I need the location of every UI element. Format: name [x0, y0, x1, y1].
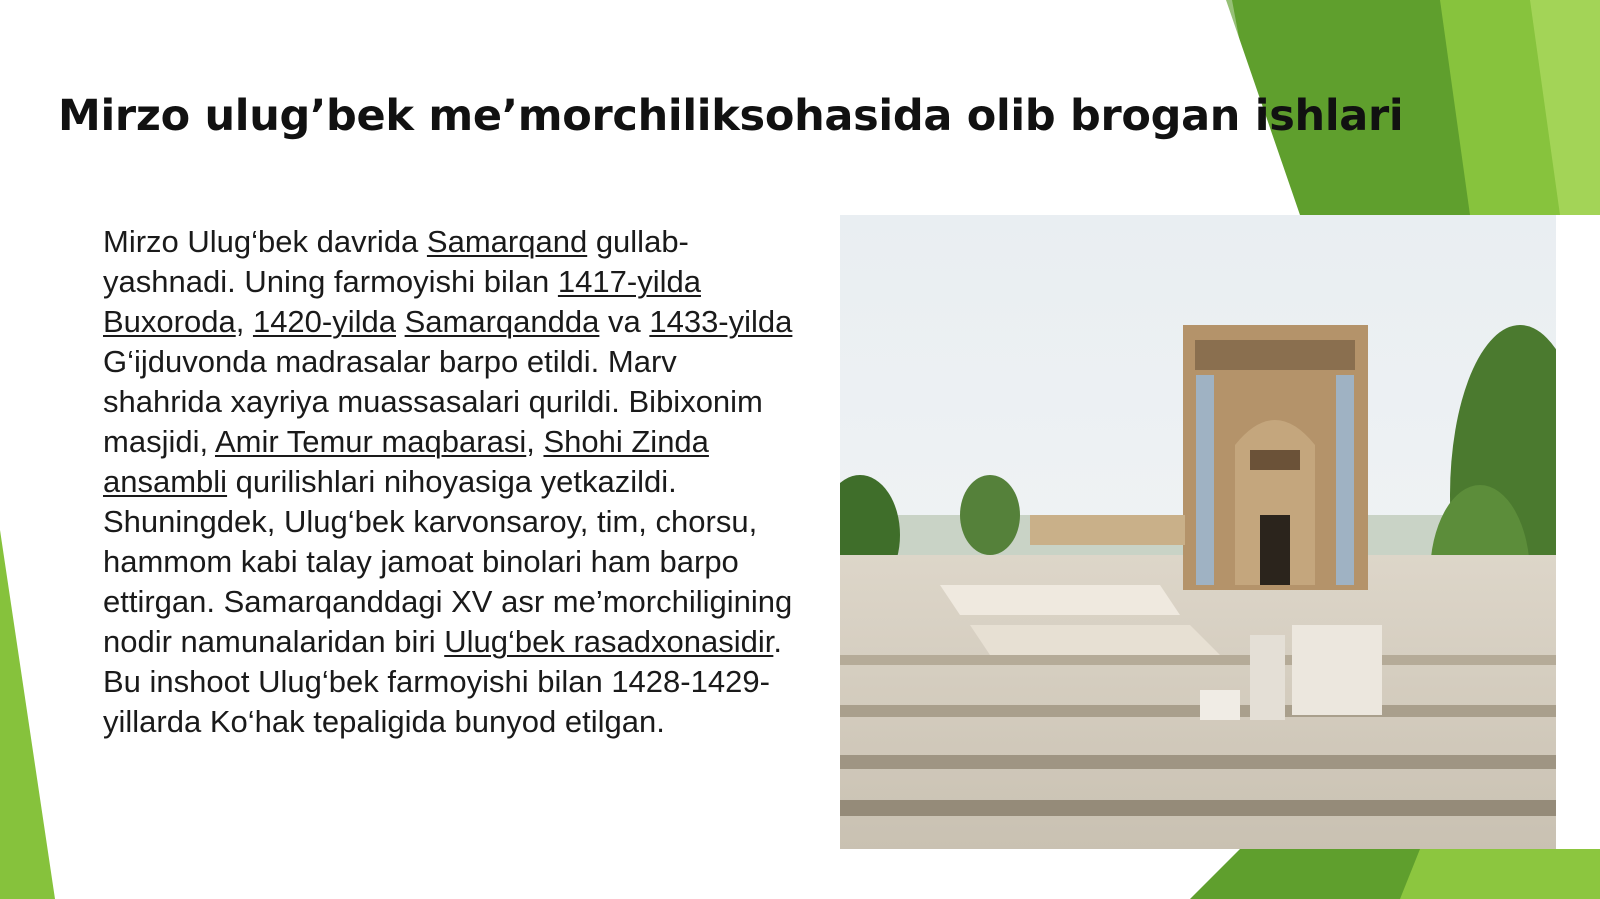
body-text-segment: ,	[526, 424, 544, 459]
body-text-segment: . Bu inshoot Ulug‘bek farmoyishi bilan 1428-1429-yillarda Ko‘hak tepaligida bunyod etilgan.	[103, 624, 782, 739]
body-link[interactable]: Samarqand	[426, 224, 588, 259]
body-link[interactable]: Samarqandda	[404, 304, 600, 339]
observatory-photo	[840, 215, 1556, 849]
body-link[interactable]: 1417-yilda	[557, 264, 701, 299]
body-link[interactable]: 1433-yilda	[649, 304, 793, 339]
slide-title: Mirzo ulug’bek me’morchiliksohasida olib brogan ishlari	[58, 91, 1404, 141]
body-text-segment	[396, 304, 405, 339]
body-link[interactable]: Buxoroda	[103, 304, 236, 339]
body-link[interactable]: 1420-yilda	[252, 304, 396, 339]
body-text-segment: qurilishlari nihoyasiga yetkazildi. Shuningdek, Ulug‘bek karvonsaroy, tim, chorsu, hammom kabi talay jamoat binolari ham barpo ettirgan. Samarqanddagi XV asr me’morchiligining nodir namunalaridan biri	[103, 464, 793, 659]
body-link[interactable]: Shohi Zinda ansambli	[103, 424, 709, 499]
body-text-segment: va	[599, 304, 650, 339]
body-text-segment: Mirzo Ulug‘bek davrida	[103, 224, 427, 259]
body-text-segment: ,	[235, 304, 253, 339]
body-link[interactable]: Ulug‘bek rasadxonasidir	[444, 624, 774, 659]
slide-body-paragraph	[103, 222, 793, 742]
body-text-segment: gullab-yashnadi. Uning farmoyishi bilan	[103, 224, 689, 299]
body-link[interactable]: Amir Temur maqbarasi	[214, 424, 527, 459]
body-text-segment: G‘ijduvonda madrasalar barpo etildi. Marv shahrida xayriya muassasalari qurildi. Bibixonim masjidi,	[103, 344, 763, 459]
bottom-right-green-shape-light	[1400, 849, 1600, 899]
left-green-strip	[0, 530, 55, 899]
